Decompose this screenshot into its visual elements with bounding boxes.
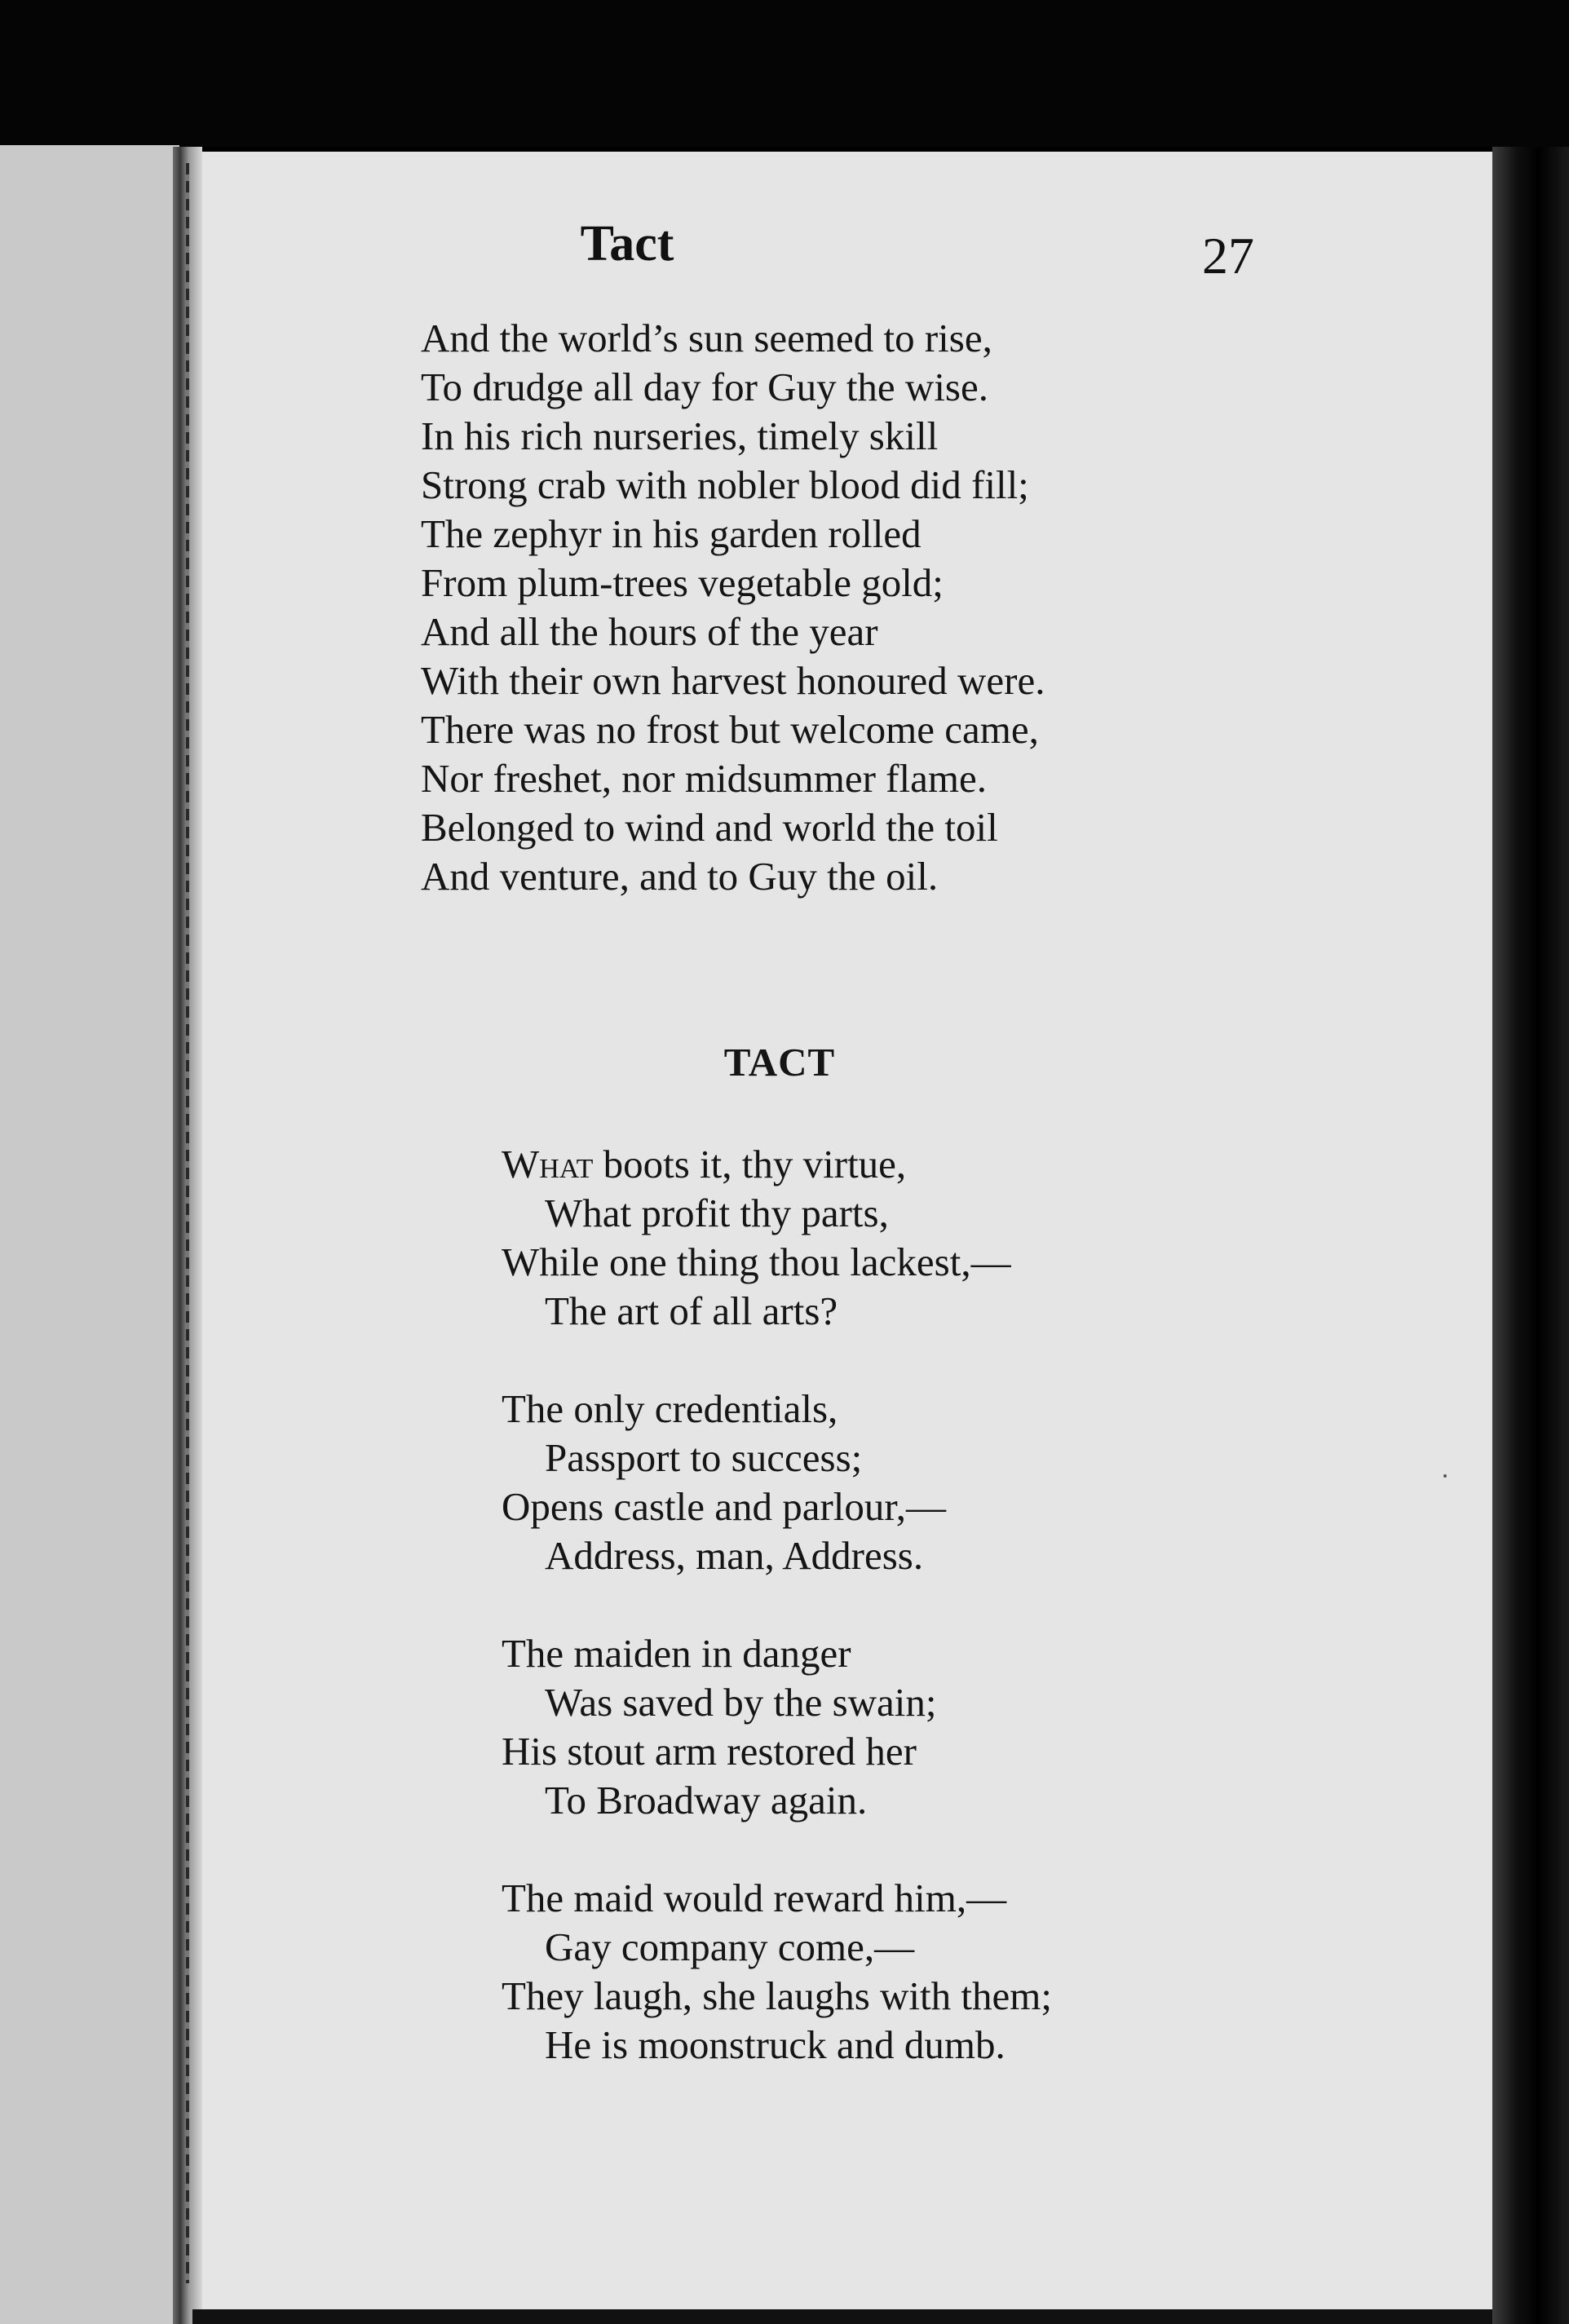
- scan-bottom-border: [192, 2309, 1492, 2324]
- stanza: [502, 1385, 946, 1580]
- verse-line: The only credentials,: [502, 1386, 838, 1431]
- verse-line: The maiden in danger: [502, 1631, 851, 1676]
- verse-line: With their own harvest honoured were.: [421, 658, 1045, 703]
- verse-line: Strong crab with nobler blood did fill;: [421, 462, 1029, 507]
- opening-word: What: [502, 1142, 594, 1186]
- continued-poem: [421, 314, 1045, 901]
- verse-line: His stout arm restored her: [502, 1729, 917, 1774]
- verse-line: [502, 1140, 1011, 1189]
- verse-line: Opens castle and parlour,—: [502, 1484, 947, 1529]
- verse-line: They laugh, she laughs with them;: [502, 1973, 1052, 2018]
- verse-line: Belonged to wind and world the toil: [421, 805, 998, 850]
- scan-top-border: [0, 0, 1569, 147]
- verse-line: And all the hours of the year: [421, 609, 878, 654]
- verse-line: Passport to success;: [545, 1435, 863, 1480]
- verse-line: The zephyr in his garden rolled: [421, 511, 922, 556]
- verse-line: He is moonstruck and dumb.: [545, 2022, 1005, 2067]
- running-head: Tact: [580, 216, 674, 272]
- verse-line: And the world’s sun seemed to rise,: [421, 316, 992, 360]
- stanza: [502, 1874, 1052, 2070]
- binding-thread: [186, 163, 189, 2283]
- page-stack-edge: [1492, 147, 1569, 2324]
- stanza: [502, 1629, 937, 1825]
- stanza: [502, 1140, 1011, 1336]
- verse-line: In his rich nurseries, timely skill: [421, 413, 939, 458]
- verse-line: While one thing thou lackest,—: [502, 1239, 1011, 1284]
- verse-line: Gay company come,—: [545, 1924, 915, 1969]
- first-line-text: boots it, thy virtue,: [593, 1142, 907, 1186]
- verse-line: Nor freshet, nor midsummer flame.: [421, 756, 987, 801]
- verse-line: The art of all arts?: [545, 1288, 838, 1333]
- poem-title: TACT: [723, 1040, 836, 1085]
- verse-line: To drudge all day for Guy the wise.: [421, 365, 989, 409]
- verse-line: Address, man, Address.: [545, 1533, 924, 1578]
- verse-line: What profit thy parts,: [545, 1191, 889, 1235]
- verse-line: From plum-trees vegetable gold;: [421, 560, 944, 605]
- paper-speck: [1443, 1474, 1447, 1478]
- page-number: 27: [1202, 227, 1254, 285]
- verse-line: Was saved by the swain;: [545, 1680, 937, 1725]
- verse-line: The maid would reward him,—: [502, 1876, 1007, 1920]
- facing-page-edge: [0, 145, 179, 2324]
- verse-line: And venture, and to Guy the oil.: [421, 854, 939, 899]
- verse-line: There was no frost but welcome came,: [421, 707, 1039, 752]
- verse-line: To Broadway again.: [545, 1778, 868, 1823]
